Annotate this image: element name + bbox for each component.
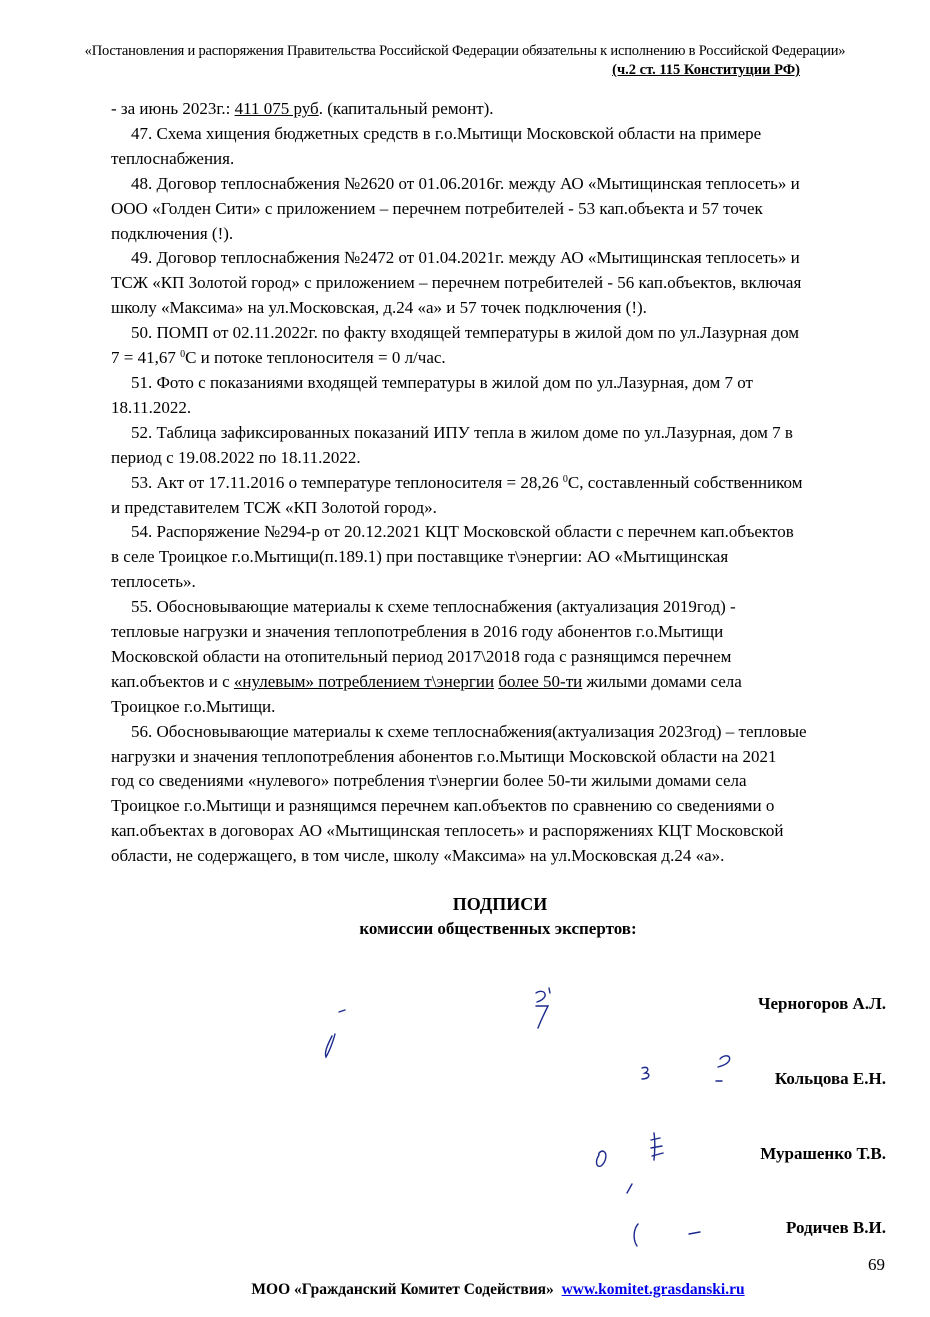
list-item-50: 50. ПОМП от 02.11.2022г. по факту входящей температуры в жилой дом по ул.Лазурная дом 7 = 41,67 $^0$С и потоке теплоносителя = 0 л/час. [111,323,800,368]
list-item-51: 51. Фото с показаниями входящей температуры в жилой дом по ул.Лазурная, дом 7 от 18.11.2022. [111,372,753,417]
intro-line: - за июнь 2023г.: 411 075 руб. (капитальный ремонт). [111,99,494,118]
list-item-47: 47. Схема хищения бюджетных средств в г.о.Мытищи Московской области на примере теплоснабжения. [111,123,762,168]
document-header: «Постановления и распоряжения Правительства Российской Федерации обязательны к исполнению в Российской Федерации» [84,43,846,59]
signer-name: Кольцова Е.Н. [774,1069,886,1088]
signature-stroke [634,1224,638,1246]
list-item-52: 52. Таблица зафиксированных показаний ИПУ тепла в жилом доме по ул.Лазурная, дом 7 в период с 19.08.2022 по 18.11.2022. [111,422,793,467]
list-item-53: 53. Акт от 17.11.2016 о температуре теплоносителя = 28,26 $^0$С, составленный собственником и представителем ТСЖ «КП Золотой город». [111,472,803,517]
signature-stroke [627,1184,632,1193]
signature-stroke [689,1232,700,1234]
signature-stroke [536,991,545,1002]
zero-consumption-underline: «нулевым» потреблением т\энергии [233,671,495,691]
signature-stroke [325,1034,335,1057]
signature-stroke [339,1010,345,1012]
signatures-subtitle: комиссии общественных экспертов: [359,919,637,938]
page-number: 69 [868,1255,885,1274]
signature-stroke [718,1056,730,1067]
signer-name: Мурашенко Т.В. [760,1144,886,1163]
signature-stroke [597,1151,606,1166]
list-item-55: 55. Обосновывающие материалы к схеме теплоснабжения (актуализация 2019год) - тепловые нагрузки и значения теплопотребления в 2016 году абонентов г.о.Мытищи Московской области на отопительный период 2017\2018 года с разнящимся перечнем кап.объектов и с «нулевым» потреблением т\энергии более 50-ти жилыми домами села Троицкое г.о.Мытищи. [111,597,742,716]
footer-org: МОО «Гражданский Комитет Содействия» [251,1281,554,1298]
signer-name: Черногоров А.Л. [758,994,886,1013]
signer-name: Родичев В.И. [786,1218,886,1237]
signature-stroke [549,988,550,993]
footer [0,1281,930,1299]
signature-stroke [536,1006,548,1028]
footer-website-link[interactable]: www.komitet.grasdanski.ru [561,1281,745,1298]
constitution-reference: (ч.2 ст. 115 Конституции РФ) [612,62,800,78]
list-item-54: 54. Распоряжение №294-р от 20.12.2021 КЦТ Московской области с перечнем кап.объектов в селе Троицкое г.о.Мытищи(п.189.1) при поставщике т\энергии: АО «Мытищинская теплосеть». [111,522,794,592]
signature-stroke [651,1138,663,1156]
list-item-56: 56. Обосновывающие материалы к схеме теплоснабжения(актуализация 2023год) – тепловые нагрузки и значения теплопотребления абонентов г.о.Мытищи Московской области на 2021 год со сведениями «нулевого» потребления т\энергии более 50-ти жилыми домами села Троицкое г.о.Мытищи и разнящимся перечнем кап.объектов по сравнению со сведениями о кап.объектах в договорах АО «Мытищинская теплосеть» и распоряжениях КЦТ Московской области, не содержащего, в том числе, школу «Максима» на ул.Московская д.24 «а». [111,721,807,866]
signature-stroke [642,1067,649,1079]
list-item-48: 48. Договор теплоснабжения №2620 от 01.06.2016г. между АО «Мытищинская теплосеть» и ООО «Голден Сити» с приложением – перечнем потребителей - 53 кап.объекта и 57 точек подключения (!). [111,173,800,243]
amount: 411 075 руб [234,99,319,118]
signatures-title: ПОДПИСИ [452,894,548,914]
list-item-49: 49. Договор теплоснабжения №2472 от 01.04.2021г. между АО «Мытищинская теплосеть» и ТСЖ «КП Золотой город» с приложением – перечнем потребителей - 56 кап.объектов, включая школу «Максима» на ул.Московская, д.24 «а» и 57 точек подключения (!). [111,248,802,318]
more-than-50-underline: более 50-ти [498,671,583,691]
